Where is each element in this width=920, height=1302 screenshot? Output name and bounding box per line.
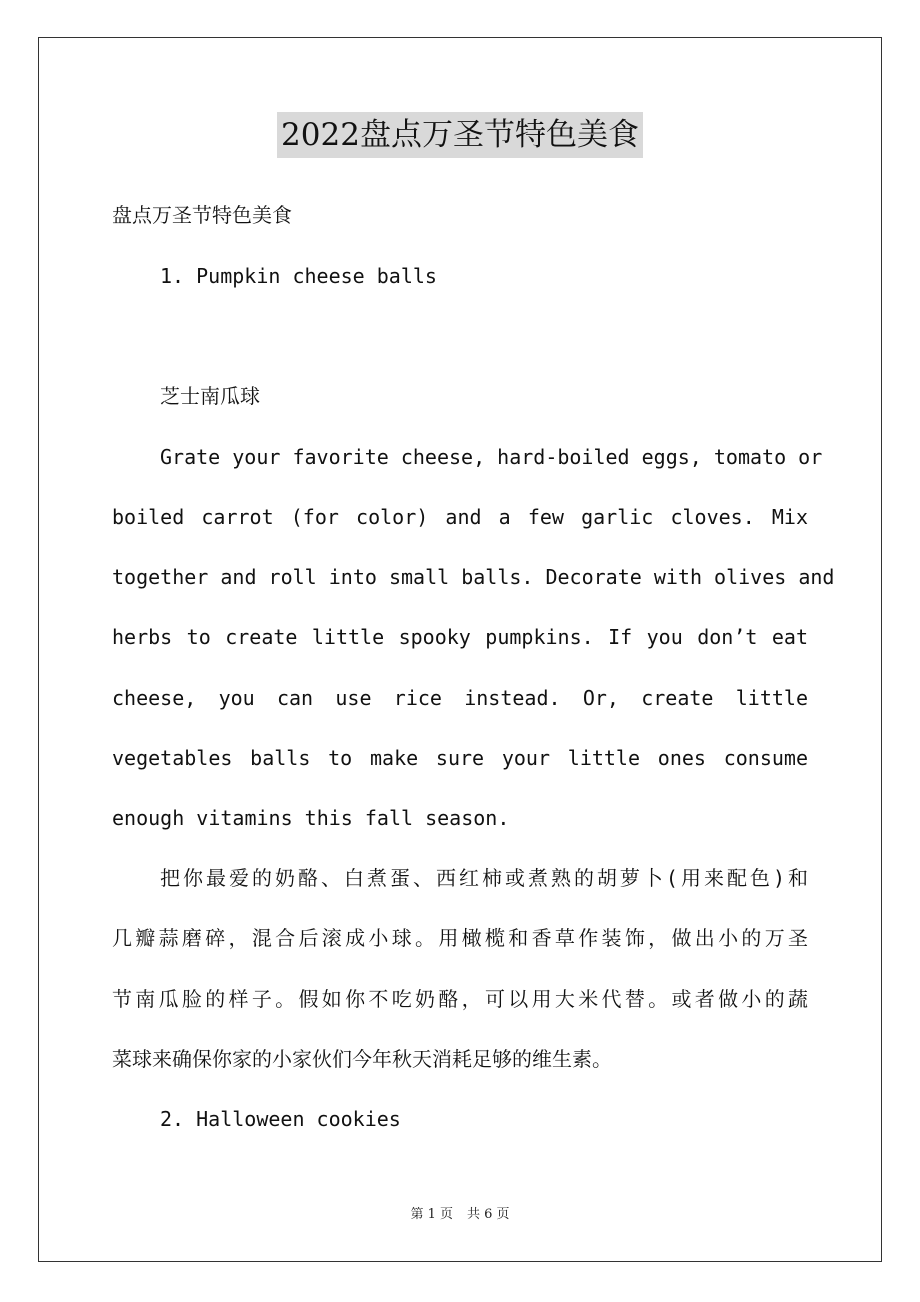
en-paragraph-line: Grate your favorite cheese, hard-boiled eggs, tomato or bbox=[160, 445, 823, 469]
cn-paragraph-line: 把你最爱的奶酪、白煮蛋、西红柿或煮熟的胡萝卜(用来配色)和 bbox=[160, 866, 808, 890]
en-paragraph-line: herbs to create little spooky pumpkins. If you don’t eat bbox=[112, 625, 808, 649]
en-paragraph-line: enough vitamins this fall season. bbox=[112, 806, 510, 830]
en-paragraph-line: together and roll into small balls. Decorate with olives and bbox=[112, 565, 835, 589]
cn-paragraph-line: 几瓣蒜磨碎，混合后滚成小球。用橄榄和香草作装饰，做出小的万圣 bbox=[112, 926, 808, 950]
document-title: 2022盘点万圣节特色美食 bbox=[277, 112, 643, 158]
item1-heading: 1. Pumpkin cheese balls bbox=[160, 264, 437, 288]
cn-paragraph-line: 菜球来确保你家的小家伙们今年秋天消耗足够的维生素。 bbox=[112, 1047, 612, 1071]
en-paragraph-line: vegetables balls to make sure your little ones consume bbox=[112, 746, 808, 770]
page-number: 第 1 页 bbox=[410, 1207, 453, 1222]
en-paragraph-line: boiled carrot (for color) and a few garlic cloves. Mix bbox=[112, 505, 808, 529]
item2-heading: 2. Halloween cookies bbox=[160, 1107, 401, 1131]
page-footer bbox=[0, 1205, 920, 1225]
document-subtitle: 盘点万圣节特色美食 bbox=[112, 203, 292, 227]
title-container bbox=[0, 112, 920, 158]
en-paragraph-line: cheese, you can use rice instead. Or, create little bbox=[112, 686, 808, 710]
cn-paragraph-line: 节南瓜脸的样子。假如你不吃奶酪，可以用大米代替。或者做小的蔬 bbox=[112, 987, 808, 1011]
item1-cn-heading: 芝士南瓜球 bbox=[160, 384, 260, 408]
page-total: 共 6 页 bbox=[467, 1207, 510, 1222]
